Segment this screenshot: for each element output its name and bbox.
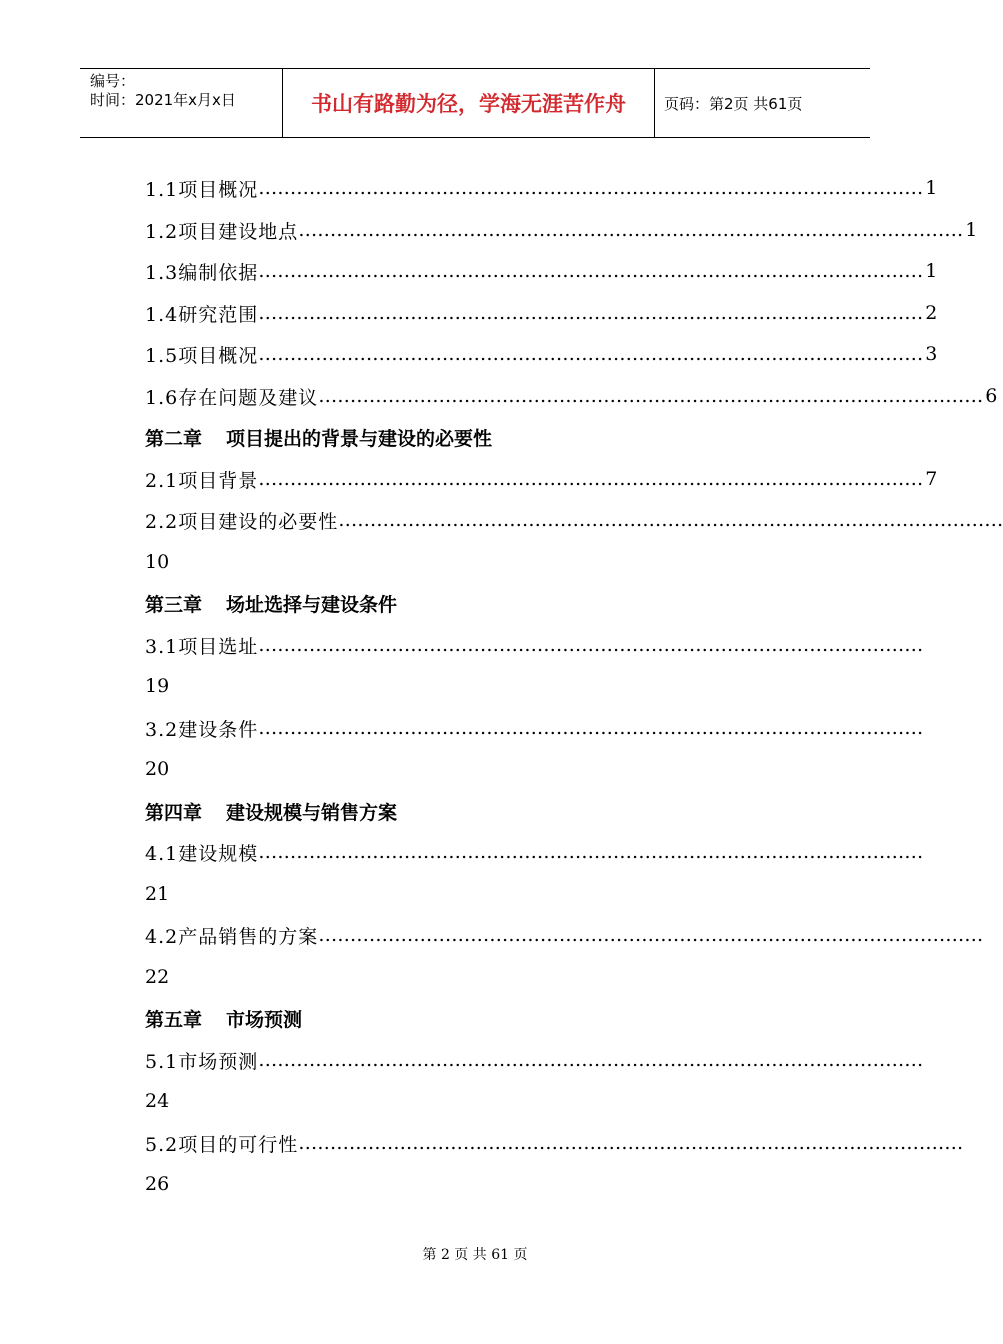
- toc-entry-title: 5.1市场预测: [145, 1050, 259, 1073]
- toc-entry[interactable]: [145, 257, 938, 285]
- header-motto: 书山有路勤为径，学海无涯苦作舟: [311, 92, 626, 116]
- toc-entry-title: 3.1项目选址: [145, 635, 259, 658]
- toc-entry-page: 7: [925, 468, 938, 490]
- toc-leader: ……………………………………………………………………………………………: [318, 385, 984, 407]
- document-date: 时间：2021年x月x日: [90, 91, 236, 109]
- toc-entry[interactable]: [145, 714, 924, 742]
- toc-entry-title: 1.5项目概况: [145, 344, 259, 367]
- toc-leader: ……………………………………………………………………………………………: [298, 219, 964, 241]
- toc-entry-page: 3: [925, 343, 938, 365]
- toc-entry[interactable]: [145, 1046, 924, 1074]
- toc-chapter-heading[interactable]: [145, 1004, 302, 1032]
- toc-entry-title: 2.2项目建设的必要性: [145, 510, 339, 533]
- page-footer: 第 2 页 共 61 页: [422, 1247, 528, 1263]
- header-page-info: 页码：第2页 共61页: [664, 94, 803, 113]
- toc-chapter-heading[interactable]: [145, 797, 397, 825]
- toc-entry-page: 1: [925, 260, 938, 282]
- toc-entry-page: 26: [145, 1173, 170, 1195]
- toc-entry-page: 19: [145, 675, 170, 697]
- toc-entry-page: 10: [145, 551, 170, 573]
- toc-leader: ……………………………………………………………………………………………: [258, 177, 924, 199]
- toc-chapter-heading[interactable]: [145, 423, 492, 451]
- toc-entry-title: 4.1建设规模: [145, 842, 259, 865]
- toc-entry[interactable]: [145, 340, 938, 368]
- document-number-label: 编号：: [90, 72, 136, 90]
- toc-entry-title: 1.1项目概况: [145, 178, 259, 201]
- toc-leader: ……………………………………………………………………………………………: [298, 1132, 964, 1154]
- toc-entry[interactable]: [145, 506, 1003, 534]
- toc-entry-page: 2: [925, 302, 938, 324]
- toc-entry[interactable]: [145, 216, 978, 244]
- toc-entry-page: 20: [145, 758, 170, 780]
- toc-leader: ……………………………………………………………………………………………: [258, 717, 924, 739]
- chapter-title: 建设规模与销售方案: [226, 801, 398, 824]
- chapter-number: 第二章: [145, 427, 203, 450]
- toc-entry-title: 2.1项目背景: [145, 469, 259, 492]
- toc-entry-title: 1.3编制依据: [145, 261, 259, 284]
- toc-leader: ……………………………………………………………………………………………: [258, 468, 924, 490]
- chapter-title: 市场预测: [226, 1008, 303, 1031]
- chapter-number: 第五章: [145, 1008, 203, 1031]
- toc-entry-page: 6: [985, 385, 998, 407]
- toc-entry[interactable]: [145, 1129, 964, 1157]
- toc-entry[interactable]: [145, 465, 938, 493]
- toc-entry-page: 21: [145, 883, 170, 905]
- toc-entry-page: 22: [145, 966, 170, 988]
- toc-leader: ……………………………………………………………………………………………: [258, 634, 924, 656]
- toc-entry-page: 24: [145, 1090, 170, 1112]
- toc-entry-title: 4.2产品销售的方案: [145, 925, 319, 948]
- chapter-number: 第三章: [145, 593, 203, 616]
- toc-leader: ……………………………………………………………………………………………: [258, 302, 924, 324]
- toc-entry[interactable]: [145, 382, 998, 410]
- toc-entry-title: 3.2建设条件: [145, 718, 259, 741]
- toc-entry[interactable]: [145, 174, 938, 202]
- toc-leader: ……………………………………………………………………………………………: [318, 924, 984, 946]
- toc-leader: ……………………………………………………………………………………………: [258, 1049, 924, 1071]
- chapter-title: 场址选择与建设条件: [226, 593, 398, 616]
- toc-entry-title: 1.6存在问题及建议: [145, 386, 319, 409]
- toc-entry[interactable]: [145, 299, 938, 327]
- toc-entry[interactable]: [145, 921, 984, 949]
- toc-entry-page: 1: [965, 219, 978, 241]
- toc-chapter-heading[interactable]: [145, 589, 397, 617]
- toc-entry-title: 5.2项目的可行性: [145, 1133, 299, 1156]
- toc-entry-title: 1.4研究范围: [145, 303, 259, 326]
- toc-leader: ……………………………………………………………………………………………: [258, 260, 924, 282]
- toc-entry-title: 1.2项目建设地点: [145, 220, 299, 243]
- toc-entry-page: 1: [925, 177, 938, 199]
- toc-entry[interactable]: [145, 631, 924, 659]
- chapter-title: 项目提出的背景与建设的必要性: [226, 427, 493, 450]
- toc-entry[interactable]: [145, 838, 924, 866]
- chapter-number: 第四章: [145, 801, 203, 824]
- toc-leader: ……………………………………………………………………………………………: [258, 841, 924, 863]
- toc-leader: ……………………………………………………………………………………………: [338, 509, 1003, 531]
- toc-leader: ……………………………………………………………………………………………: [258, 343, 924, 365]
